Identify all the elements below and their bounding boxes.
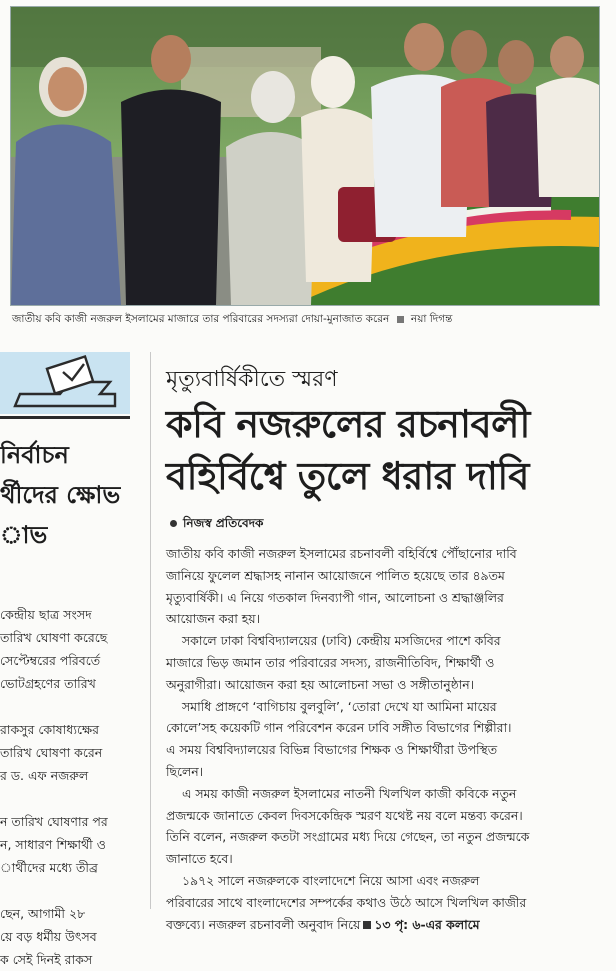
body-line-text: তিনি বলেন, নজরুল কতটা সংগ্রামের মধ্য দিয়ে গেছেন, তা নতুন প্রজন্মকে	[166, 829, 530, 845]
byline	[170, 515, 263, 535]
body-line	[166, 608, 602, 630]
column-divider	[150, 352, 151, 909]
body-line	[166, 543, 602, 565]
body-line	[166, 587, 602, 609]
body-line-text: জাতীয় কবি কাজী নজরুল ইসলামের রচনাবলী বহির্বিশ্বে পৌঁছানোর দাবি	[166, 546, 517, 561]
body-line	[166, 739, 602, 761]
body-line-text: প্রজন্মকে জানাতে কেবল দিবসকেন্দ্রিক স্মরণ যথেষ্ট নয় বলে মন্তব্য করেন।	[166, 807, 523, 823]
sidebar-text-line: তারিখ ঘোষণা করেছে	[0, 630, 108, 645]
body-line	[166, 892, 602, 914]
sidebar-heading-line: াভ	[0, 521, 48, 549]
sidebar-text-line: ন, সাধারণ শিক্ষার্থী ও	[0, 837, 106, 852]
headline-line: বহির্বিশ্বে তুলে ধরার দাবি	[166, 454, 529, 498]
sidebar-text-line: ক সেই দিনই রাকস	[0, 952, 93, 967]
bullet-icon	[170, 520, 177, 527]
section-rule	[0, 416, 130, 419]
adjacent-article-column	[0, 352, 148, 967]
body-line-text: এ সময় কাজী নজরুল ইসলামের নাতনী খিলখিল কাজী কবিকে নতুন	[182, 785, 517, 801]
body-line	[166, 652, 602, 674]
body-line-text: বক্তব্যে। নজরুল রচনাবলী অনুবাদ নিয়ে	[166, 916, 361, 932]
body-line	[166, 783, 602, 805]
body-line	[166, 674, 602, 696]
body-line	[166, 870, 602, 892]
article-body	[166, 543, 602, 935]
body-line-text: সকালে ঢাকা বিশ্ববিদ্যালয়ের (ঢাবি) কেন্দ্রীয় মসজিদের পাশে কবির	[182, 633, 501, 649]
body-line-text: জানাতে হবে।	[166, 851, 233, 867]
body-line-text: মাজারে ভিড় জমান তার পরিবারের সদস্য, রাজনীতিবিদ, শিক্ষার্থী ও	[166, 654, 495, 670]
body-line-text: মৃত্যুবার্ষিকী। এ নিয়ে গতকাল দিনব্যাপী গান, আলোচনা ও শ্রদ্ধাঞ্জলির	[166, 589, 504, 605]
body-line	[166, 696, 602, 718]
sidebar-text-line: ছেন, আগামী ২৮	[0, 906, 86, 921]
square-bullet-icon	[397, 316, 404, 323]
body-line	[166, 717, 602, 739]
sidebar-heading-line: নির্বাচন	[0, 441, 69, 469]
continued-on-page: ১৩ পৃ: ৬-এর কলামে	[374, 916, 480, 932]
sidebar-heading-line: র্থীদের ক্ষোভ	[0, 481, 121, 509]
headline-line: কবি নজরুলের রচনাবলী	[166, 402, 530, 446]
sidebar-text-line: ন তারিখ ঘোষণার পর	[0, 814, 108, 829]
body-line	[166, 848, 602, 870]
body-line	[166, 914, 602, 936]
body-line-text: ১৯৭২ সালে নজরুলকে বাংলাদেশে নিয়ে আসা এবং নজরুল	[182, 872, 480, 888]
mourners-photo	[11, 7, 599, 305]
body-line-text: সমাধি প্রাঙ্গণে ‘বাগিচায় বুলবুলি’, ‘তোরা দেখে যা আমিনা মায়ের	[182, 698, 497, 714]
body-line	[166, 761, 602, 783]
body-line-text: পরিবারের সাথে বাংলাদেশের সম্পর্কের কথাও উঠে আসে খিলখিল কাজীর	[166, 894, 527, 910]
body-line-text: আয়োজন করা হয়।	[166, 611, 260, 627]
byline-text: নিজস্ব প্রতিবেদক	[183, 516, 264, 530]
sidebar-text-line: তারিখ ঘোষণা করেন	[0, 745, 103, 760]
square-bullet-icon	[363, 921, 371, 929]
body-line	[166, 826, 602, 848]
caption-text: জাতীয় কবি কাজী নজরুল ইসলামের মাজারে তার পরিবারের সদস্যরা দোয়া-মুনাজাত করেন	[12, 313, 390, 325]
body-line-text: ছিলেন।	[166, 763, 204, 779]
photo-caption	[12, 312, 602, 329]
body-line	[166, 565, 602, 587]
body-line-text: কোলে’সহ কয়েকটি গান পরিবেশন করেন ঢাবি সঙ্গীত বিভাগের শিল্পীরা।	[166, 720, 512, 736]
sidebar-text-line: ার্থীদের মধ্যে তীব্র	[0, 860, 98, 875]
sidebar-text-line: রাকসুর কোষাধ্যক্ষের	[0, 722, 99, 737]
article-kicker: মৃত্যুবার্ষিকীতে স্মরণ	[166, 367, 338, 392]
body-line-text: জানিয়ে ফুলেল শ্রদ্ধাসহ নানান আয়োজনে পালিত হয়েছে তার ৪৯তম	[166, 567, 505, 583]
news-photo	[10, 6, 600, 306]
photo-credit: নয়া দিগন্ত	[410, 313, 453, 325]
body-line	[166, 805, 602, 827]
ballot-box-icon	[0, 352, 130, 414]
body-line-text: এ সময় বিশ্ববিদ্যালয়ের বিভিন্ন বিভাগের শিক্ষক ও শিক্ষার্থীরা উপস্থিত	[166, 742, 498, 758]
body-line	[166, 630, 602, 652]
sidebar-text-line: কেন্দ্রীয় ছাত্র সংসদ	[0, 607, 92, 622]
sidebar-text-line: য়ে বড় ধর্মীয় উৎসব	[0, 929, 97, 944]
sidebar-text-line: সেপ্টেম্বরের পরিবর্তে	[0, 653, 101, 668]
sidebar-text-line: ভোটগ্রহণের তারিখ	[0, 676, 96, 691]
body-line-text: অনুরাগীরা। আয়োজন করা হয় আলোচনা সভা ও সঙ্গীতানুষ্ঠান।	[166, 676, 475, 692]
sidebar-text-line: র ড. এফ নজরুল	[0, 768, 89, 783]
